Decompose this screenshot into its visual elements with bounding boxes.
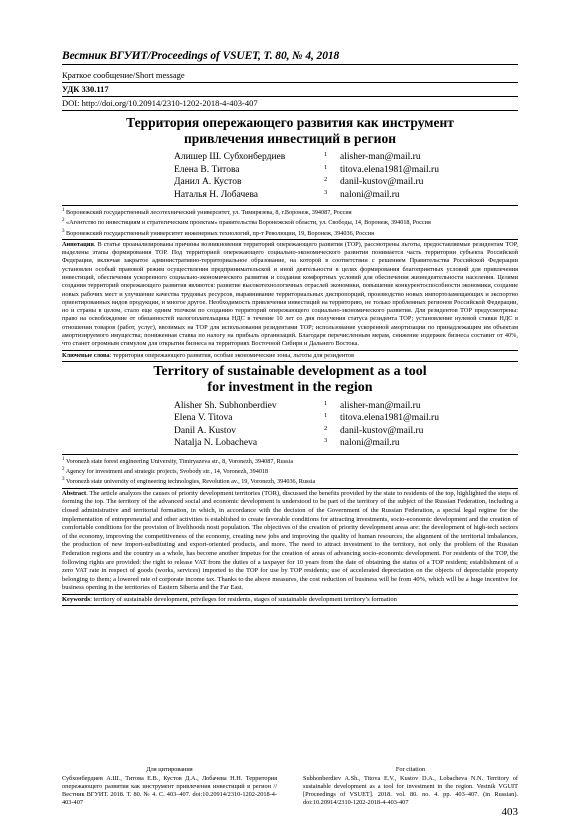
author-affil-sup: 2 — [324, 424, 328, 432]
author-affil-sup: 1 — [324, 163, 328, 171]
title-en — [62, 364, 518, 396]
keywords-en — [62, 595, 518, 607]
keywords-text: : territory of sustainable development, privileges for residents, stages of sustainable development territory’s formation — [90, 595, 397, 603]
author-affil-sup: 3 — [324, 437, 328, 445]
abstract-label: Аннотация — [62, 240, 94, 248]
author-affil-sup: 1 — [324, 412, 328, 420]
affiliations-en — [62, 454, 518, 489]
udk: УДК 330.117 — [62, 83, 518, 97]
citation-header: Для цитирования — [146, 766, 193, 773]
author-row — [174, 437, 518, 450]
citation-en — [303, 766, 518, 807]
author-name: Елена В. Титова — [174, 164, 240, 175]
author-email[interactable]: alisher-man@mail.ru — [340, 152, 421, 162]
author-email[interactable]: titova.elena1981@mail.ru — [340, 413, 439, 424]
author-name: Алишер Ш. Субхонбердиев — [174, 152, 286, 162]
citation-header: For citation — [395, 766, 426, 773]
author-email[interactable]: naloni@mail.ru — [340, 438, 400, 449]
citation-block — [62, 766, 518, 807]
authors-ru — [174, 151, 518, 201]
title-en-line1: Territory of sustainable development as a tool — [153, 363, 427, 379]
author-email[interactable]: alisher-man@mail.ru — [340, 400, 421, 411]
author-row — [174, 189, 518, 202]
title-ru — [62, 115, 518, 147]
keywords-label: Keywords — [62, 595, 91, 603]
author-email[interactable]: danil-kustov@mail.ru — [340, 177, 424, 187]
citation-text: Субхонбердиев А.Ш., Титова Е.В., Кустов Д.А., Лобачева Н.Н. Территория опережающего развития как инструмент привлечения инвестиций в регион // Вестник ВГУИТ. 2018. Т. 80. № 4. С. 403–407. doi:10.20914/2310-1202-2018-4-403-407 — [62, 775, 277, 807]
affiliation: $^3$ Воронежский государственный университет инженерных технологий, пр-т Революции, 19, Воронеж, 394036, Россия — [62, 228, 374, 237]
author-email[interactable]: titova.elena1981@mail.ru — [340, 164, 439, 175]
keywords-label: Ключевые слова — [62, 351, 110, 359]
authors-en — [174, 400, 518, 450]
affiliations-ru — [62, 205, 518, 240]
doi: DOI: http://doi.org/10.20914/2310-1202-2018-4-403-407 — [62, 97, 518, 111]
abstract-text: . The article analyzes the causes of priority development territories (TOR), discussed the benefits provided by the state to residents of the top, highlighted the steps of forming the top. The territory of the advanced social and economic development is understood to be part of the territory of the subject of the Russian Federation, including a closed administrative and territorial formation, in which, in accordance with the decision of the Government of the Russian Federation, a special legal regime for the implementation of entrepreneurial and other activities is established to create favorable conditions for attracting investments, socio-economic development and the creation of comfortable conditions for the provision of livelihoods nosti population. The objectives of the creation of priority development areas are: the development of high-tech sectors of the economy, improving the competitiveness of the economy, creating new jobs and improving the quality of human resources, the alignment of the territorial imbalances, the production of new import-substituting and export-oriented products, and more. The need to attract investment to the territory, not only the problem of the Russian Federation regions and the country as a whole, has become another impetus for the creation of areas of advancing socio-economic development. For residents of the TOP, the following rights are provided: the right to release VAT from the duties of a taxpayer for 10 years from the date of obtaining the status of a TOP resident; establishment of a zero VAT rate in respect of goods (works, services) imported to the TOP for use by TOP residents; use of accelerated depreciation on the objects of depreciable property belonging to them; a lowered rate of corporate income tax. Thanks to the above measures, the cost reduction of business will be from 40%, which will be a huge incentive for business opening in the territories of Eastern Siberia and the Far East. — [62, 489, 518, 592]
author-email[interactable]: naloni@mail.ru — [340, 189, 400, 200]
page-number: 403 — [501, 806, 518, 818]
article-type: Краткое сообщение/Short message — [62, 69, 518, 83]
author-name: Данил А. Кустов — [174, 177, 242, 187]
author-affil-sup: 1 — [324, 399, 328, 407]
author-name: Danil A. Kustov — [174, 425, 237, 436]
author-affil-sup: 2 — [324, 176, 328, 183]
affiliation: $^1$ Voronezh state forest engineering University, Timiryazeva str., 8, Voronezh, 394087, Russia — [62, 456, 294, 466]
citation-text: Subhonberdiev A.Sh., Titova E.V., Kustov D.A., Lobacheva N.N. Territory of sustainable development as a tool for investment in the region. Vestnik VGUIT [Proceedings of VSUET]. 2018. vol. 80. no. 4. pp. 403–407. (in Russian). doi:10.20914/2310-1202-2018-4-403-407 — [303, 775, 518, 807]
affiliation: $^3$ Voronezh state university of engineering technologies, Revolution av., 19, Voronezh, 394036, Russia — [62, 477, 316, 486]
affiliation: $^2$ «Агентство по инвестициям и стратегическим проектам» правительства Воронежской области, ул. Свободы, 14, Воронеж, 394018, Россия — [62, 218, 431, 227]
author-row — [174, 400, 518, 413]
author-row — [174, 425, 518, 438]
keywords-text: : территория опережающего развития, особые экономические зоны, льготы для резидентов — [109, 351, 355, 359]
title-ru-line2: привлечения инвестиций в регион — [184, 131, 396, 146]
article-meta — [62, 69, 518, 111]
keywords-ru — [62, 351, 518, 362]
author-name: Alisher Sh. Subhonberdiev — [174, 400, 277, 411]
author-affil-sup: 1 — [324, 151, 328, 158]
abstract-en — [62, 489, 518, 595]
abstract-label: Abstract — [62, 489, 87, 497]
author-row — [174, 412, 518, 425]
author-affil-sup: 3 — [324, 188, 328, 196]
author-row — [174, 176, 518, 189]
journal-header: Вестник ВГУИТ/Proceedings of VSUET, Т. 80, № 4, 2018 — [62, 50, 518, 65]
author-row — [174, 151, 518, 164]
author-name: Наталья Н. Лобачева — [174, 189, 259, 200]
title-en-line2: for investment in the region — [207, 379, 373, 395]
citation-ru — [62, 766, 277, 807]
article-page — [62, 50, 518, 606]
author-name: Elena V. Titova — [174, 413, 233, 424]
author-name: Natalja N. Lobacheva — [174, 438, 258, 449]
abstract-text: . В статье проанализированы причины возникновения территорий опережающего развития (ТОР), рассмотрены льготы, предоставляемые резидентам ТОР, выделены этапы формирования ТОР. Под территорией опережающего социально-экономического развития понимается часть территории субъекта Российской Федерации, включая закрытое административно-территориальное образование, на которой в соответствии с решением Правительства Российской Федерации установлен особый правовой режим осуществления предпринимательской и иной деятельности в целях формирования благоприятных условий для привлечения инвестиций, обеспечения ускоренного социально-экономического развития и создания комфортных условий для обеспечения жизнедеятельности населения. Целями создания территорий опережающего развития являются: развитие высокотехнологичных отраслей экономики, повышение конкурентоспособности экономики, создание новых рабочих мест и улучшение качества трудовых ресурсов, выравнивание территориальных диспропорций, производство новых импортозамещающих и экспортно ориентированных видов продукции, и многое другое. Необходимость привлечения инвестиций на территорию, не только проблемных регионов Российской Федерации, но и страны в целом, стало еще одним толчком по созданию территорий опережающего социально-экономического развития. Для резидентов ТОР предусмотрены: право на освобождение от обязанностей налогоплательщика НДС в течение 10 лет со дня получения статуса резидента ТОР; установление нулевой ставки НДС в отношении товаров (работ, услуг), ввозимых на ТОР для использования резидентами ТОР; использование ускоренной амортизации по принадлежащим им объектам амортизируемого имущества; пониженная ставка по налогу на прибыль организаций. Благодаря перечисленным мерам, снижение издержек бизнеса составит от 40%, что станет огромным стимулом для открытия бизнеса на территориях Восточной Сибири и Дальнего Востока. — [62, 240, 518, 348]
author-email[interactable]: danil-kustov@mail.ru — [340, 425, 424, 436]
title-ru-line1: Территория опережающего развития как инструмент — [126, 115, 454, 130]
affiliation: $^1$ Воронежский государственный лесотехнический университет, ул. Тимирязева, 8, г.Воронеж, 394087, Россия — [62, 208, 352, 217]
affiliation: $^2$ Agency for investment and strategic projects, Svobody str., 14, Voronezh, 394018 — [62, 467, 269, 476]
abstract-ru — [62, 240, 518, 351]
author-row — [174, 164, 518, 177]
